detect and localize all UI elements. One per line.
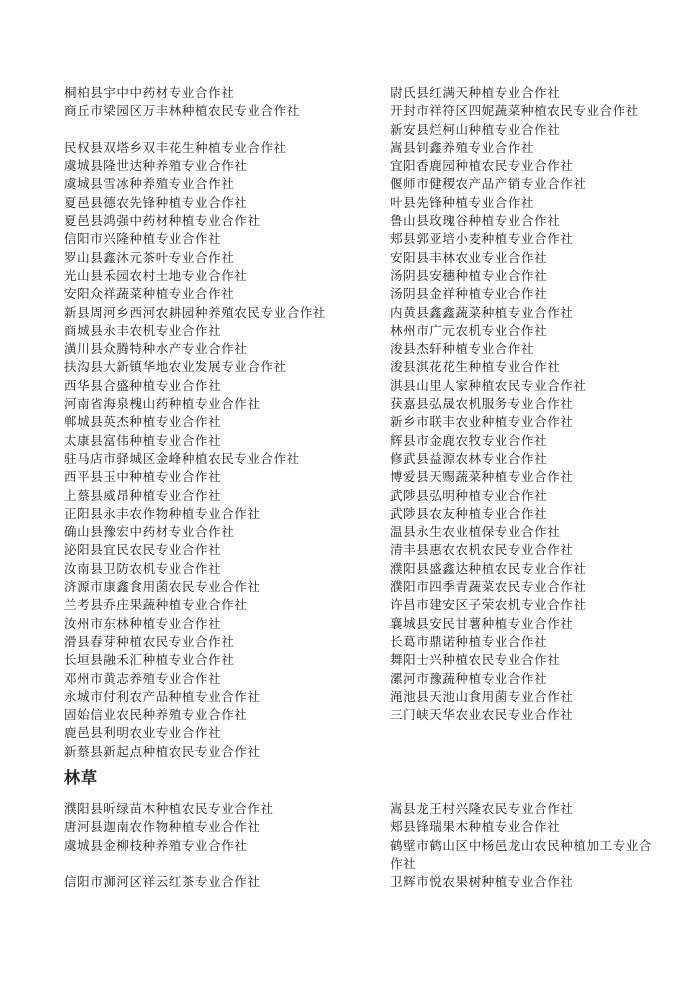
list-item: 长葛市鼎诺种植专业合作社 <box>390 633 548 649</box>
list-item: 内黄县鑫鑫蔬菜种植专业合作社 <box>390 304 574 320</box>
cooperative-list-right <box>390 84 658 724</box>
list-spacer <box>64 121 364 139</box>
list-item: 商城县永丰农机专业合作社 <box>64 322 222 338</box>
list-item: 夏邑县德农先锋种植专业合作社 <box>64 194 248 210</box>
forestry-list-right <box>390 800 658 891</box>
list-item: 长垣县融禾汇种植专业合作社 <box>64 652 235 668</box>
list-item: 嵩县龙王村兴隆农民专业合作社 <box>390 801 574 816</box>
list-item: 清丰县惠农农机农民专业合作社 <box>390 542 574 558</box>
list-item: 新县周河乡西河农耕园种养殖农民专业合作社 <box>64 304 327 320</box>
list-item: 虞城县雪冰种养殖专业合作社 <box>64 176 235 192</box>
list-item: 泌阳县宜民农民专业合作社 <box>64 542 222 558</box>
list-item: 襄城县安民甘薯种植专业合作社 <box>390 615 574 631</box>
list-item: 叶县先锋种植专业合作社 <box>390 194 535 210</box>
list-item: 新蔡县新起点种植农民专业合作社 <box>64 743 261 759</box>
list-item: 安阳众祥蔬菜种植专业合作社 <box>64 286 235 302</box>
list-item: 汝州市东林种植专业合作社 <box>64 615 222 631</box>
list-item: 开封市祥符区四妮蔬菜种植农民专业合作社 <box>390 103 639 119</box>
list-item: 兰考县乔庄果蔬种植专业合作社 <box>64 597 248 613</box>
list-item: 商丘市梁园区万丰林种植农民专业合作社 <box>64 103 300 119</box>
list-item: 温县永生农业植保专业合作社 <box>390 524 561 540</box>
list-item: 汤阴县安穗种植专业合作社 <box>390 267 548 283</box>
list-item: 安阳县丰林农业专业合作社 <box>390 249 548 265</box>
list-item: 鹤壁市鹤山区中杨邑龙山农民种植加工专业合作社 <box>390 837 653 871</box>
list-item: 博爱县天赐蔬菜种植专业合作社 <box>390 469 574 485</box>
list-item: 濮阳县昕绿苗木种植农民专业合作社 <box>64 801 274 816</box>
list-item: 桐柏县宇中中药材专业合作社 <box>64 85 235 100</box>
list-item: 辉县市金鹿农牧专业合作社 <box>390 432 548 448</box>
list-item: 浚县杰轩种植专业合作社 <box>390 341 535 357</box>
list-item: 潢川县众腾特种水产专业合作社 <box>64 341 248 357</box>
list-item: 偃师市健稷农产品产销专业合作社 <box>390 176 587 192</box>
list-item: 嵩县钊鑫养殖专业合作社 <box>390 139 535 155</box>
list-item: 汝南县卫防农机专业合作社 <box>64 560 222 576</box>
list-item: 获嘉县弘晟农机服务专业合作社 <box>390 396 574 412</box>
list-item: 三门峡天华农业农民专业合作社 <box>390 707 574 723</box>
cooperative-list-left <box>64 84 364 761</box>
list-item: 郸城县英杰种植专业合作社 <box>64 414 222 430</box>
list-item: 驻马店市驿城区金峰种植农民专业合作社 <box>64 450 300 466</box>
list-item: 渑池县天池山食用菌专业合作社 <box>390 688 574 704</box>
list-item: 河南省海泉槐山药种植专业合作社 <box>64 396 261 412</box>
list-item: 滑县春芽种植农民专业合作社 <box>64 633 235 649</box>
list-item: 确山县豫宏中药材专业合作社 <box>64 524 235 540</box>
list-item: 尉氏县红满天种植专业合作社 <box>390 85 561 100</box>
list-item: 西平县玉中种植专业合作社 <box>64 469 222 485</box>
list-item: 郏县锋瑞果木种植专业合作社 <box>390 819 561 835</box>
list-item: 西华县合盛种植专业合作社 <box>64 377 222 393</box>
list-item: 固始信业农民种养殖专业合作社 <box>64 707 248 723</box>
list-item: 上蔡县威昂种植专业合作社 <box>64 487 222 503</box>
list-item: 修武县益源农林专业合作社 <box>390 450 548 466</box>
list-item: 武陟县弘明种植专业合作社 <box>390 487 548 503</box>
list-item: 卫辉市悦农果树种植专业合作社 <box>390 874 574 890</box>
list-item: 新乡市联丰农业种植专业合作社 <box>390 414 574 430</box>
list-item: 济源市康鑫食用菌农民专业合作社 <box>64 579 261 595</box>
list-item: 太康县富伟种植专业合作社 <box>64 432 222 448</box>
list-item: 濮阳市四季青蔬菜农民专业合作社 <box>390 579 587 595</box>
list-item: 浚县淇花花生种植专业合作社 <box>390 359 561 375</box>
list-item: 许昌市建安区子荣农机专业合作社 <box>390 597 587 613</box>
list-item: 淇县山里人家种植农民专业合作社 <box>390 377 587 393</box>
list-item: 宜阳香鹿园种植农民专业合作社 <box>390 158 574 174</box>
list-item: 舞阳士兴种植农民专业合作社 <box>390 652 561 668</box>
list-item: 漯河市豫蔬种植专业合作社 <box>390 670 548 686</box>
list-item: 夏邑县鸿强中药材种植专业合作社 <box>64 213 261 229</box>
list-item: 光山县禾园农村土地专业合作社 <box>64 267 248 283</box>
section-heading: 林草 <box>64 768 99 787</box>
list-item: 永城市付利农产品种植专业合作社 <box>64 688 261 704</box>
list-item: 信阳市浉河区祥云红茶专业合作社 <box>64 874 261 890</box>
list-item: 唐河县迦南农作物种植专业合作社 <box>64 819 261 835</box>
list-item: 正阳县永丰农作物种植专业合作社 <box>64 505 261 521</box>
list-item: 濮阳县盛鑫达种植农民专业合作社 <box>390 560 587 576</box>
list-item: 郏县郭亚培小麦种植专业合作社 <box>390 231 574 247</box>
list-item: 信阳市兴隆种植专业合作社 <box>64 231 222 247</box>
list-item: 林州市广元农机专业合作社 <box>390 322 548 338</box>
list-item: 扶沟县大新镇华地农业发展专业合作社 <box>64 359 287 375</box>
list-spacer <box>64 855 364 873</box>
list-item: 鹿邑县利明农业专业合作社 <box>64 725 222 741</box>
list-item: 武陟县农友种植专业合作社 <box>390 505 548 521</box>
list-item: 民权县双塔乡双丰花生种植专业合作社 <box>64 139 287 155</box>
list-item: 鲁山县玫瑰谷种植专业合作社 <box>390 213 561 229</box>
list-item: 邓州市黄志养殖专业合作社 <box>64 670 222 686</box>
list-item: 罗山县鑫沐元茶叶专业合作社 <box>64 249 235 265</box>
forestry-list-left <box>64 800 364 891</box>
list-item: 虞城县隆世达种养殖专业合作社 <box>64 158 248 174</box>
list-item: 虞城县金柳枝种养殖专业合作社 <box>64 837 248 853</box>
list-item: 汤阴县金祥种植专业合作社 <box>390 286 548 302</box>
list-item: 新安县烂柯山种植专业合作社 <box>390 121 561 137</box>
